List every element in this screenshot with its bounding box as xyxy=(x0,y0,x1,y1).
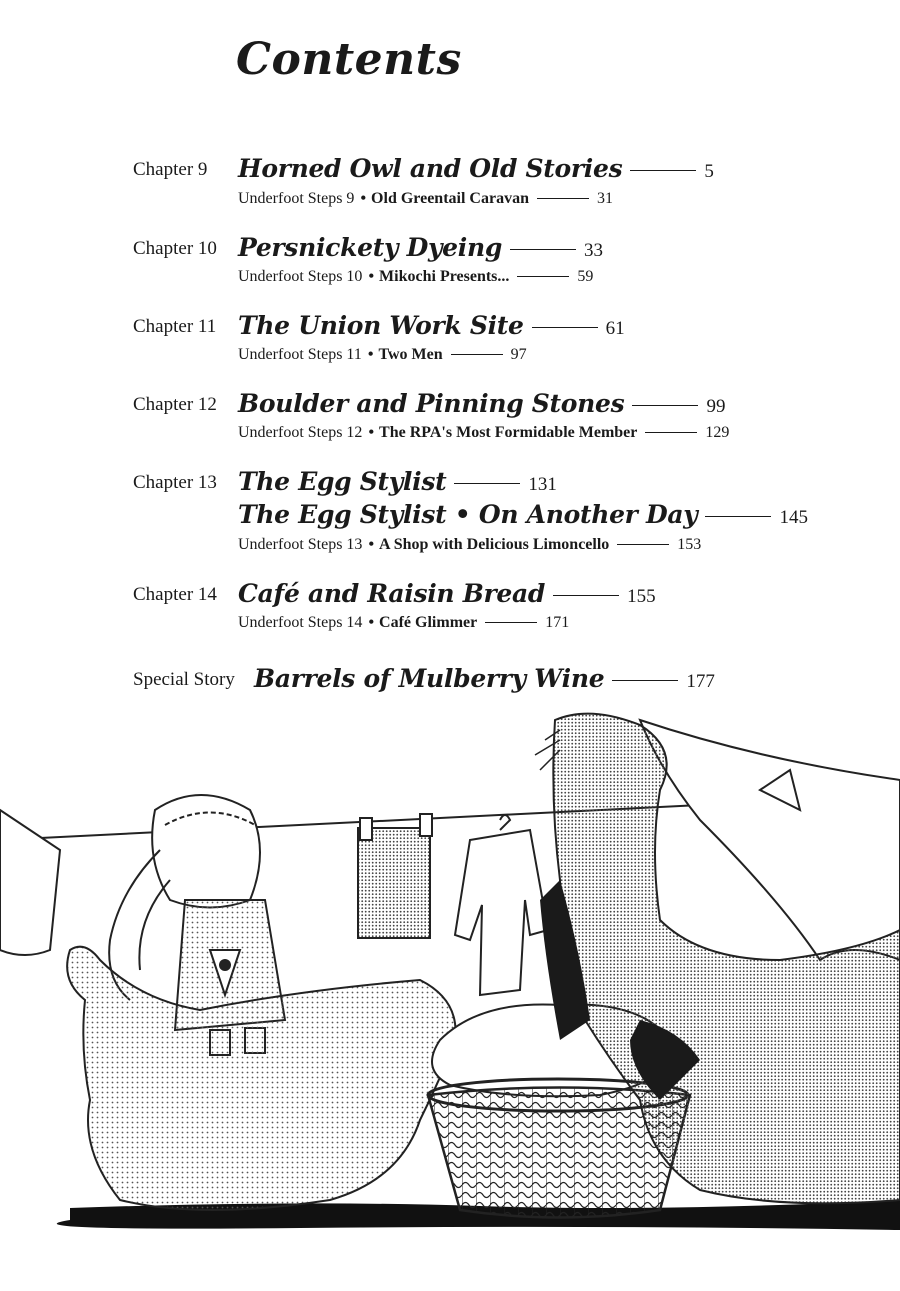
leader-rule xyxy=(454,483,520,484)
chapter-label: Special Story xyxy=(133,669,235,690)
chapter-label: Chapter 12 xyxy=(133,394,217,415)
subentry-prefix: Underfoot Steps 14 xyxy=(238,614,363,631)
toc-subentry[interactable] xyxy=(238,424,729,442)
toc-entry[interactable] xyxy=(238,467,557,496)
toc-subentry[interactable] xyxy=(238,268,593,286)
toc-entry[interactable] xyxy=(238,389,725,418)
subentry-prefix: Underfoot Steps 13 xyxy=(238,536,363,553)
chapter-label: Chapter 11 xyxy=(133,316,217,337)
page-number: 61 xyxy=(605,318,625,339)
bullet-icon: • xyxy=(368,536,375,553)
toc-entry[interactable] xyxy=(238,311,625,340)
chapter-title: Horned Owl and Old Stories xyxy=(238,154,623,183)
toc-entry[interactable] xyxy=(238,579,656,608)
subentry-title: Mikochi Presents... xyxy=(379,268,510,285)
chapter-title: Café and Raisin Bread xyxy=(238,579,546,608)
page-number: 5 xyxy=(704,161,714,182)
chapter-title: The Egg Stylist xyxy=(238,467,447,496)
toc-entry[interactable] xyxy=(238,500,808,529)
chapter-label: Chapter 10 xyxy=(133,238,217,259)
clothespin-icon xyxy=(420,814,432,836)
chapter-title: The Union Work Site xyxy=(238,311,524,340)
page-number: 97 xyxy=(510,346,527,363)
bullet-icon: • xyxy=(367,346,374,363)
hanging-blanket xyxy=(640,720,900,960)
leader-rule xyxy=(517,276,569,277)
bullet-icon: • xyxy=(368,424,375,441)
subentry-prefix: Underfoot Steps 9 xyxy=(238,190,355,207)
toc-subentry[interactable] xyxy=(238,614,569,632)
chapter-title: Barrels of Mulberry Wine xyxy=(254,664,605,693)
toc-subentry[interactable] xyxy=(238,346,527,364)
hanging-cloth xyxy=(0,810,60,955)
page-number: 33 xyxy=(584,240,604,261)
chapter-label: Chapter 13 xyxy=(133,472,217,493)
page-number: 153 xyxy=(677,536,702,553)
subentry-title: The RPA's Most Formidable Member xyxy=(379,424,638,441)
toc-subentry[interactable] xyxy=(238,190,613,208)
subentry-title: Old Greentail Caravan xyxy=(371,190,529,207)
leader-rule xyxy=(532,327,598,328)
subentry-prefix: Underfoot Steps 10 xyxy=(238,268,363,285)
leader-rule xyxy=(705,516,771,517)
page-number: 155 xyxy=(627,586,656,607)
page-number: 131 xyxy=(528,474,557,495)
subentry-title: Café Glimmer xyxy=(379,614,478,631)
leader-rule xyxy=(632,405,698,406)
bullet-icon: • xyxy=(368,614,375,631)
page-number: 59 xyxy=(577,268,594,285)
chapter-label: Chapter 14 xyxy=(133,584,217,605)
page-number: 177 xyxy=(686,671,715,692)
leader-rule xyxy=(553,595,619,596)
page-title: Contents xyxy=(236,34,462,85)
leader-rule xyxy=(630,170,696,171)
chapter-label: Chapter 9 xyxy=(133,159,208,180)
bullet-icon: • xyxy=(368,268,375,285)
leader-rule xyxy=(537,198,589,199)
bullet-icon: • xyxy=(360,190,367,207)
hanging-towel xyxy=(358,828,430,938)
chapter-title: Boulder and Pinning Stones xyxy=(238,389,625,418)
page-number: 99 xyxy=(706,396,726,417)
chapter-title: Persnickety Dyeing xyxy=(238,233,503,262)
chapter-title: The Egg Stylist • On Another Day xyxy=(238,500,698,529)
subentry-title: A Shop with Delicious Limoncello xyxy=(379,536,610,553)
subentry-prefix: Underfoot Steps 11 xyxy=(238,346,362,363)
leader-rule xyxy=(645,432,697,433)
toc-entry[interactable] xyxy=(238,233,603,262)
page-number: 145 xyxy=(779,507,808,528)
leader-rule xyxy=(510,249,576,250)
leader-rule xyxy=(451,354,503,355)
toc-entry[interactable] xyxy=(254,664,715,693)
toc-entry[interactable] xyxy=(238,154,714,183)
clothespin-icon xyxy=(360,818,372,840)
subentry-title: Two Men xyxy=(378,346,443,363)
hanging-shirt xyxy=(455,830,548,995)
toc-subentry[interactable] xyxy=(238,536,701,554)
page-number: 31 xyxy=(596,190,613,207)
page-number: 129 xyxy=(705,424,730,441)
leader-rule xyxy=(612,680,678,681)
subentry-prefix: Underfoot Steps 12 xyxy=(238,424,363,441)
leader-rule xyxy=(617,544,669,545)
laundry-illustration xyxy=(0,700,900,1291)
page-number: 171 xyxy=(545,614,570,631)
leader-rule xyxy=(485,622,537,623)
